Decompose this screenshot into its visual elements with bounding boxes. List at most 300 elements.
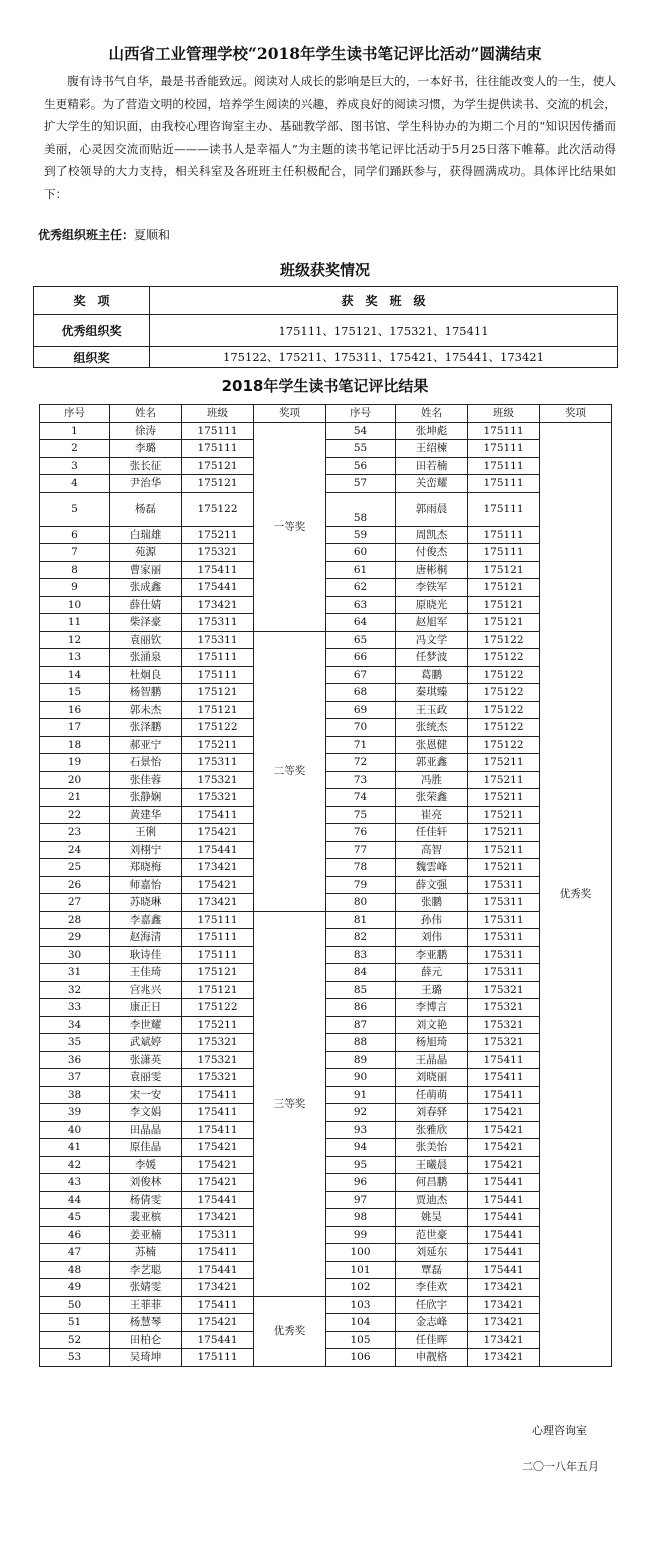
table-row xyxy=(40,649,612,667)
left-seq: 27 xyxy=(40,894,110,912)
right-seq: 98 xyxy=(326,1209,396,1227)
left-name: 白瑞雄 xyxy=(110,526,182,544)
right-seq: 100 xyxy=(326,1244,396,1262)
left-seq: 32 xyxy=(40,981,110,999)
table-row xyxy=(40,1156,612,1174)
table-row xyxy=(40,1069,612,1087)
table-row xyxy=(40,1121,612,1139)
table-row xyxy=(40,1191,612,1209)
header-cell: 班级 xyxy=(182,405,254,423)
prize-cell: 优秀奖 xyxy=(540,422,612,1366)
right-class: 175441 xyxy=(468,1261,540,1279)
left-seq: 40 xyxy=(40,1121,110,1139)
header-cell: 班级 xyxy=(468,405,540,423)
table-row xyxy=(40,1296,612,1314)
right-name: 李佳欢 xyxy=(396,1279,468,1297)
right-class: 175441 xyxy=(468,1191,540,1209)
left-seq: 18 xyxy=(40,736,110,754)
right-class: 173421 xyxy=(468,1331,540,1349)
right-name: 周凯杰 xyxy=(396,526,468,544)
right-seq: 56 xyxy=(326,457,396,475)
right-name: 付俊杰 xyxy=(396,544,468,562)
left-name: 刘俊林 xyxy=(110,1174,182,1192)
right-name: 刘晓丽 xyxy=(396,1069,468,1087)
table-row xyxy=(40,824,612,842)
left-name: 郑晓梅 xyxy=(110,859,182,877)
left-name: 张静娴 xyxy=(110,789,182,807)
left-class: 175111 xyxy=(182,946,254,964)
right-seq: 106 xyxy=(326,1349,396,1367)
left-name: 苑源 xyxy=(110,544,182,562)
left-class: 175111 xyxy=(182,440,254,458)
award-name: 优秀组织奖 xyxy=(34,315,150,347)
right-seq: 71 xyxy=(326,736,396,754)
left-class: 175411 xyxy=(182,1121,254,1139)
right-name: 任萌萌 xyxy=(396,1086,468,1104)
left-class: 175121 xyxy=(182,684,254,702)
left-class: 173421 xyxy=(182,1279,254,1297)
advisor-name: 夏顺和 xyxy=(134,228,171,242)
left-name: 杨倩雯 xyxy=(110,1191,182,1209)
right-seq: 63 xyxy=(326,596,396,614)
table-row xyxy=(40,440,612,458)
left-name: 李嘉鑫 xyxy=(110,911,182,929)
left-name: 耿诗佳 xyxy=(110,946,182,964)
right-seq: 101 xyxy=(326,1261,396,1279)
right-seq: 91 xyxy=(326,1086,396,1104)
left-name: 王佳琦 xyxy=(110,964,182,982)
right-class: 175311 xyxy=(468,876,540,894)
left-name: 尹治华 xyxy=(110,475,182,493)
table-row xyxy=(40,754,612,772)
right-seq: 81 xyxy=(326,911,396,929)
table-row xyxy=(40,946,612,964)
right-class: 173421 xyxy=(468,1314,540,1332)
right-seq: 84 xyxy=(326,964,396,982)
right-seq: 96 xyxy=(326,1174,396,1192)
right-name: 唐彬桐 xyxy=(396,561,468,579)
right-seq: 68 xyxy=(326,684,396,702)
left-seq: 30 xyxy=(40,946,110,964)
left-name: 吴琦坤 xyxy=(110,1349,182,1367)
left-seq: 48 xyxy=(40,1261,110,1279)
right-name: 任梦波 xyxy=(396,649,468,667)
left-class: 175211 xyxy=(182,736,254,754)
right-class: 175321 xyxy=(468,1016,540,1034)
left-seq: 3 xyxy=(40,457,110,475)
left-name: 黄建华 xyxy=(110,806,182,824)
right-name: 任佳轩 xyxy=(396,824,468,842)
left-seq: 6 xyxy=(40,526,110,544)
right-name: 姚昊 xyxy=(396,1209,468,1227)
left-seq: 20 xyxy=(40,771,110,789)
left-class: 175111 xyxy=(182,422,254,440)
left-name: 袁丽钦 xyxy=(110,631,182,649)
right-class: 175121 xyxy=(468,596,540,614)
table-row xyxy=(40,1349,612,1367)
right-name: 田若楠 xyxy=(396,457,468,475)
left-seq: 53 xyxy=(40,1349,110,1367)
intro-paragraph: 腹有诗书气自华，最是书香能致远。阅读对人成长的影响是巨大的，一本好书，往往能改变人的一生，使人生更精彩。为了营造文明的校园，培养学生阅读的兴趣，养成良好的阅读习惯，为学生提供读书、交流的机会，扩大学生的知识面，由我校心理咨询室主办、基础教学部、图书馆、学生科协办的为期二个月的“知识因传播而美丽，心灵因交流而贴近———读书人是幸福人”为主题的读书笔记评比活动于5月25日落下帷幕。此次活动得到了校领导的大力支持，相关科室及各班班主任积极配合，同学们踊跃参与，获得圆满成功。具体评比结果如下： xyxy=(44,74,616,201)
right-seq: 72 xyxy=(326,754,396,772)
left-class: 175111 xyxy=(182,911,254,929)
table-row xyxy=(40,1034,612,1052)
table-row xyxy=(40,859,612,877)
table-row xyxy=(40,475,612,493)
left-class: 175311 xyxy=(182,754,254,772)
right-name: 杨旭琦 xyxy=(396,1034,468,1052)
left-class: 175321 xyxy=(182,771,254,789)
left-class: 175411 xyxy=(182,806,254,824)
left-class: 175421 xyxy=(182,1314,254,1332)
table-row xyxy=(40,1051,612,1069)
left-name: 郭未杰 xyxy=(110,701,182,719)
left-name: 原佳晶 xyxy=(110,1139,182,1157)
right-name: 张统杰 xyxy=(396,719,468,737)
left-seq: 24 xyxy=(40,841,110,859)
prize-cell: 二等奖 xyxy=(254,631,326,911)
left-seq: 35 xyxy=(40,1034,110,1052)
right-class: 175421 xyxy=(468,1156,540,1174)
left-class: 175121 xyxy=(182,701,254,719)
left-seq: 22 xyxy=(40,806,110,824)
right-name: 李亚鹏 xyxy=(396,946,468,964)
left-name: 张成鑫 xyxy=(110,579,182,597)
left-seq: 14 xyxy=(40,666,110,684)
left-class: 175321 xyxy=(182,544,254,562)
left-class: 175421 xyxy=(182,1156,254,1174)
right-class: 175122 xyxy=(468,736,540,754)
left-name: 王菲菲 xyxy=(110,1296,182,1314)
right-class: 175411 xyxy=(468,1086,540,1104)
right-seq: 90 xyxy=(326,1069,396,1087)
right-class: 175122 xyxy=(468,719,540,737)
right-name: 薛文强 xyxy=(396,876,468,894)
right-class: 175122 xyxy=(468,684,540,702)
right-name: 王玉政 xyxy=(396,701,468,719)
left-name: 姜亚楠 xyxy=(110,1226,182,1244)
right-name: 任欣宇 xyxy=(396,1296,468,1314)
left-class: 175111 xyxy=(182,1349,254,1367)
table-row xyxy=(40,841,612,859)
right-class: 175421 xyxy=(468,1139,540,1157)
left-class: 175441 xyxy=(182,1331,254,1349)
left-seq: 31 xyxy=(40,964,110,982)
left-name: 苏晓琳 xyxy=(110,894,182,912)
right-seq: 79 xyxy=(326,876,396,894)
right-class: 175111 xyxy=(468,475,540,493)
right-seq: 86 xyxy=(326,999,396,1017)
table-row xyxy=(40,771,612,789)
left-name: 苏楠 xyxy=(110,1244,182,1262)
left-class: 175111 xyxy=(182,666,254,684)
right-seq: 103 xyxy=(326,1296,396,1314)
prize-cell: 一等奖 xyxy=(254,422,326,631)
footer-date: 二〇一八年五月 xyxy=(522,1460,599,1473)
left-seq: 42 xyxy=(40,1156,110,1174)
right-name: 申靓格 xyxy=(396,1349,468,1367)
right-seq: 74 xyxy=(326,789,396,807)
left-name: 宋一安 xyxy=(110,1086,182,1104)
left-class: 175121 xyxy=(182,964,254,982)
left-class: 175311 xyxy=(182,614,254,632)
right-seq: 89 xyxy=(326,1051,396,1069)
left-seq: 44 xyxy=(40,1191,110,1209)
right-class: 175311 xyxy=(468,894,540,912)
right-name: 刘春驿 xyxy=(396,1104,468,1122)
left-name: 武斌婷 xyxy=(110,1034,182,1052)
prize-cell: 优秀奖 xyxy=(254,1296,326,1366)
left-name: 王俐 xyxy=(110,824,182,842)
right-name: 张坤彪 xyxy=(396,422,468,440)
right-seq: 97 xyxy=(326,1191,396,1209)
table-row xyxy=(40,1086,612,1104)
left-class: 175111 xyxy=(182,649,254,667)
left-seq: 19 xyxy=(40,754,110,772)
left-seq: 15 xyxy=(40,684,110,702)
left-class: 175411 xyxy=(182,561,254,579)
right-class: 175121 xyxy=(468,561,540,579)
table-row xyxy=(40,999,612,1017)
table-row xyxy=(40,492,612,526)
left-name: 曹家丽 xyxy=(110,561,182,579)
right-seq: 80 xyxy=(326,894,396,912)
right-class: 175441 xyxy=(468,1244,540,1262)
table-row xyxy=(40,964,612,982)
right-seq: 69 xyxy=(326,701,396,719)
right-name: 王晶晶 xyxy=(396,1051,468,1069)
table-row xyxy=(40,631,612,649)
table-header-row xyxy=(34,287,618,315)
right-seq: 62 xyxy=(326,579,396,597)
right-name: 李博言 xyxy=(396,999,468,1017)
left-name: 徐涛 xyxy=(110,422,182,440)
right-seq: 61 xyxy=(326,561,396,579)
left-seq: 46 xyxy=(40,1226,110,1244)
left-seq: 37 xyxy=(40,1069,110,1087)
left-class: 173421 xyxy=(182,894,254,912)
right-class: 175211 xyxy=(468,754,540,772)
right-seq: 102 xyxy=(326,1279,396,1297)
table-row xyxy=(40,684,612,702)
right-class: 175211 xyxy=(468,841,540,859)
table-row xyxy=(40,666,612,684)
right-seq: 82 xyxy=(326,929,396,947)
table-row xyxy=(40,526,612,544)
right-name: 薛元 xyxy=(396,964,468,982)
left-name: 薛仕婧 xyxy=(110,596,182,614)
left-class: 175411 xyxy=(182,1296,254,1314)
page-title: 山西省工业管理学校“2018年学生读书笔记评比活动”圆满结束 xyxy=(108,44,542,63)
left-name: 李文娟 xyxy=(110,1104,182,1122)
right-name: 冯文学 xyxy=(396,631,468,649)
right-class: 175111 xyxy=(468,422,540,440)
table-row xyxy=(40,911,612,929)
left-seq: 9 xyxy=(40,579,110,597)
right-seq: 73 xyxy=(326,771,396,789)
left-name: 张婧雯 xyxy=(110,1279,182,1297)
right-seq: 65 xyxy=(326,631,396,649)
right-class: 175421 xyxy=(468,1104,540,1122)
right-name: 覃磊 xyxy=(396,1261,468,1279)
table-row xyxy=(40,1016,612,1034)
right-seq: 54 xyxy=(326,422,396,440)
right-name: 秦琪臻 xyxy=(396,684,468,702)
table-row xyxy=(40,1244,612,1262)
right-name: 贾迪杰 xyxy=(396,1191,468,1209)
table-row xyxy=(40,1261,612,1279)
right-name: 任佳晖 xyxy=(396,1331,468,1349)
left-class: 175211 xyxy=(182,1016,254,1034)
left-seq: 41 xyxy=(40,1139,110,1157)
left-seq: 28 xyxy=(40,911,110,929)
left-name: 郝亚宁 xyxy=(110,736,182,754)
left-class: 175411 xyxy=(182,1104,254,1122)
right-class: 175421 xyxy=(468,1121,540,1139)
left-seq: 49 xyxy=(40,1279,110,1297)
left-seq: 1 xyxy=(40,422,110,440)
right-class: 175111 xyxy=(468,457,540,475)
table-row xyxy=(40,579,612,597)
left-name: 田柏仑 xyxy=(110,1331,182,1349)
left-seq: 52 xyxy=(40,1331,110,1349)
left-class: 175211 xyxy=(182,526,254,544)
left-class: 175121 xyxy=(182,981,254,999)
right-class: 175311 xyxy=(468,911,540,929)
right-name: 范世豪 xyxy=(396,1226,468,1244)
right-class: 175121 xyxy=(468,614,540,632)
right-seq: 70 xyxy=(326,719,396,737)
left-class: 173421 xyxy=(182,596,254,614)
left-class: 175421 xyxy=(182,824,254,842)
left-seq: 36 xyxy=(40,1051,110,1069)
right-class: 175441 xyxy=(468,1209,540,1227)
left-seq: 12 xyxy=(40,631,110,649)
right-seq: 92 xyxy=(326,1104,396,1122)
left-name: 师嘉怡 xyxy=(110,876,182,894)
header-classes: 获 奖 班 级 xyxy=(150,287,618,315)
table-row xyxy=(40,701,612,719)
left-class: 175421 xyxy=(182,1174,254,1192)
left-name: 张长征 xyxy=(110,457,182,475)
table-row xyxy=(40,1314,612,1332)
right-seq: 67 xyxy=(326,666,396,684)
left-class: 175441 xyxy=(182,841,254,859)
right-class: 175311 xyxy=(468,946,540,964)
right-class: 175121 xyxy=(468,579,540,597)
right-seq: 58 xyxy=(326,492,396,526)
right-seq: 94 xyxy=(326,1139,396,1157)
right-class: 175411 xyxy=(468,1051,540,1069)
right-seq: 105 xyxy=(326,1331,396,1349)
left-class: 175311 xyxy=(182,631,254,649)
right-name: 刘文艳 xyxy=(396,1016,468,1034)
footer-office: 心理咨询室 xyxy=(532,1424,587,1437)
right-name: 张美怡 xyxy=(396,1139,468,1157)
left-seq: 16 xyxy=(40,701,110,719)
left-name: 石景怡 xyxy=(110,754,182,772)
table-row xyxy=(34,347,618,368)
right-class: 175321 xyxy=(468,999,540,1017)
right-class: 175311 xyxy=(468,964,540,982)
left-name: 李璐 xyxy=(110,440,182,458)
right-name: 李铁军 xyxy=(396,579,468,597)
left-name: 宫兆兴 xyxy=(110,981,182,999)
right-class: 175321 xyxy=(468,981,540,999)
left-class: 175122 xyxy=(182,719,254,737)
left-class: 175121 xyxy=(182,457,254,475)
table-row xyxy=(40,1279,612,1297)
left-class: 175441 xyxy=(182,579,254,597)
header-cell: 姓名 xyxy=(396,405,468,423)
right-name: 王曦晨 xyxy=(396,1156,468,1174)
left-name: 杨磊 xyxy=(110,492,182,526)
left-seq: 10 xyxy=(40,596,110,614)
left-class: 175321 xyxy=(182,1069,254,1087)
table-row xyxy=(40,894,612,912)
right-name: 郭亚鑫 xyxy=(396,754,468,772)
right-name: 崔亮 xyxy=(396,806,468,824)
right-seq: 75 xyxy=(326,806,396,824)
header-award: 奖 项 xyxy=(34,287,150,315)
table-row xyxy=(40,876,612,894)
left-name: 张泽鹏 xyxy=(110,719,182,737)
right-name: 刘伟 xyxy=(396,929,468,947)
left-name: 袁丽雯 xyxy=(110,1069,182,1087)
left-seq: 2 xyxy=(40,440,110,458)
left-name: 康正日 xyxy=(110,999,182,1017)
left-class: 175441 xyxy=(182,1191,254,1209)
table-row xyxy=(40,719,612,737)
left-name: 杨慧琴 xyxy=(110,1314,182,1332)
right-class: 175211 xyxy=(468,806,540,824)
right-name: 张恩健 xyxy=(396,736,468,754)
left-seq: 21 xyxy=(40,789,110,807)
left-seq: 47 xyxy=(40,1244,110,1262)
right-name: 王璐 xyxy=(396,981,468,999)
left-class: 175321 xyxy=(182,1051,254,1069)
right-class: 175321 xyxy=(468,1034,540,1052)
left-name: 裴亚槟 xyxy=(110,1209,182,1227)
right-class: 175311 xyxy=(468,929,540,947)
left-class: 175321 xyxy=(182,1034,254,1052)
left-seq: 45 xyxy=(40,1209,110,1227)
right-seq: 76 xyxy=(326,824,396,842)
left-class: 175121 xyxy=(182,475,254,493)
right-name: 郭雨晨 xyxy=(396,492,468,526)
left-class: 173421 xyxy=(182,1209,254,1227)
right-class: 175122 xyxy=(468,666,540,684)
award-classes: 175111、175121、175321、175411 xyxy=(150,315,618,347)
right-class: 175111 xyxy=(468,526,540,544)
header-cell: 序号 xyxy=(326,405,396,423)
header-cell: 奖项 xyxy=(254,405,326,423)
right-class: 173421 xyxy=(468,1296,540,1314)
table-row xyxy=(40,544,612,562)
right-name: 王绍楝 xyxy=(396,440,468,458)
left-seq: 51 xyxy=(40,1314,110,1332)
class-awards-table xyxy=(33,286,618,368)
right-seq: 59 xyxy=(326,526,396,544)
right-class: 175122 xyxy=(468,649,540,667)
left-name: 赵海清 xyxy=(110,929,182,947)
table-header-row xyxy=(40,405,612,423)
left-name: 杨智鹏 xyxy=(110,684,182,702)
right-name: 孙伟 xyxy=(396,911,468,929)
left-name: 田晶晶 xyxy=(110,1121,182,1139)
advisor-line xyxy=(38,226,170,244)
right-name: 张雅欣 xyxy=(396,1121,468,1139)
